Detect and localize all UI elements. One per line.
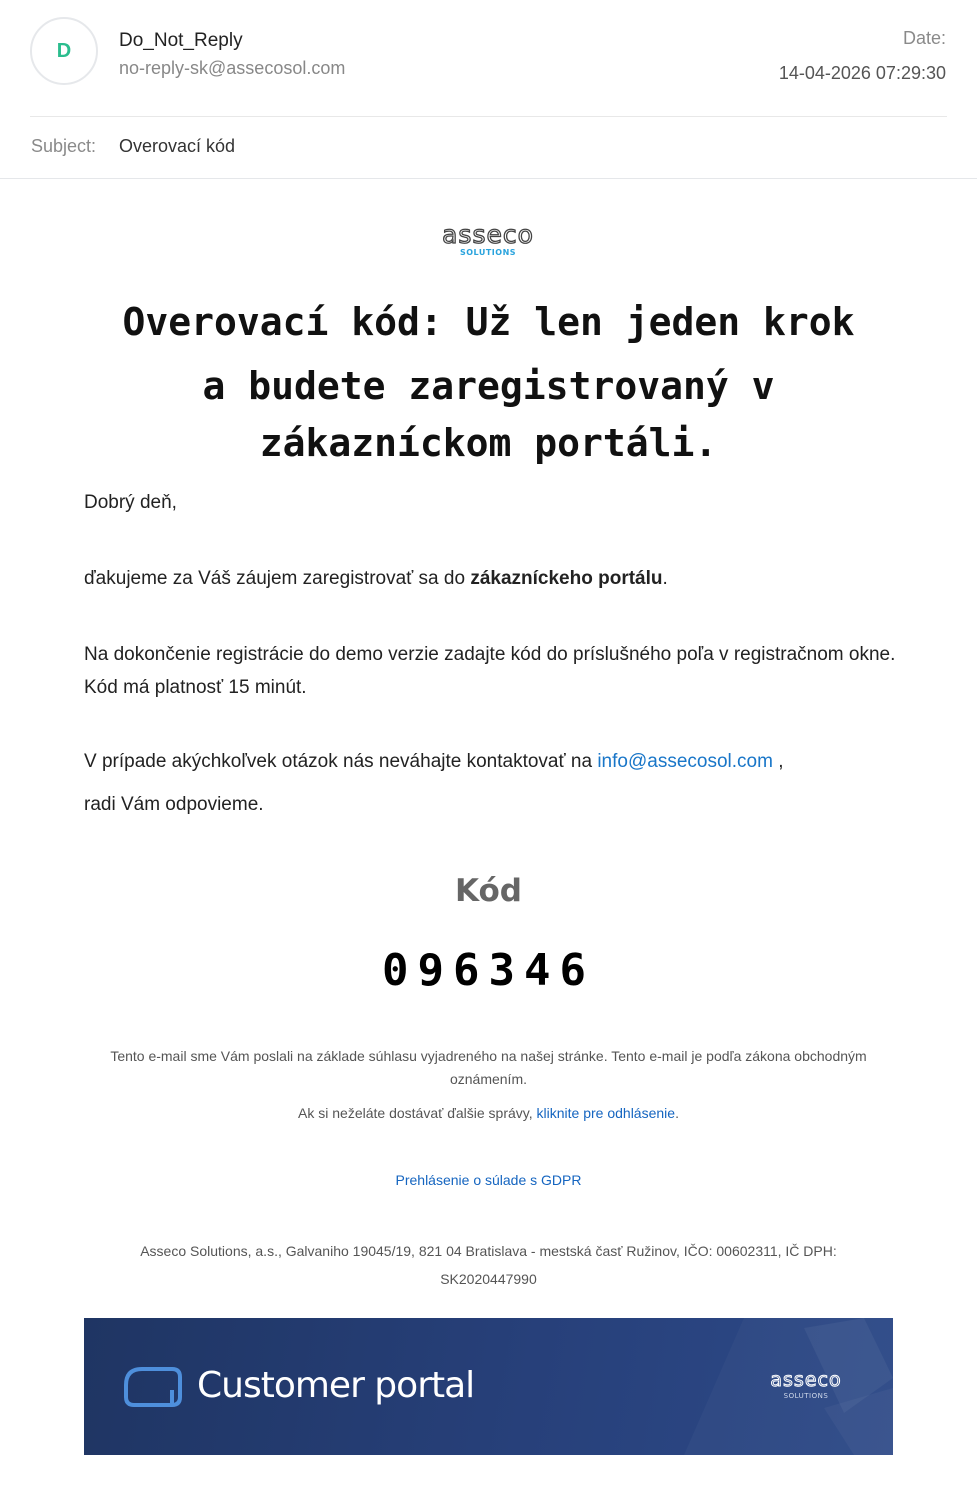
portal-icon xyxy=(122,1366,184,1408)
greeting: Dobrý deň, xyxy=(84,492,177,513)
closing-line: radi Vám odpovieme. xyxy=(84,794,264,815)
banner-logo-wordmark: asseco xyxy=(770,1370,842,1391)
banner-title: Customer portal xyxy=(197,1365,475,1406)
sender-name: Do_Not_Reply xyxy=(119,30,243,51)
code-label: Kód xyxy=(455,873,522,909)
header-divider xyxy=(30,116,947,117)
logo-tagline: SOLUTIONS xyxy=(459,248,517,257)
subject-label: Subject: xyxy=(31,136,97,156)
headline-line-3: zákazníckom portáli. xyxy=(259,421,718,465)
instructions-paragraph: Na dokončenie registrácie do demo verzie zadajte kód do príslušného poľa v registračnom okne. Kód má platnosť 15 minút. xyxy=(84,644,896,698)
date-label: Date: xyxy=(902,28,946,48)
contact-suffix: , xyxy=(772,751,784,772)
gdpr-link[interactable]: Prehlásenie o súlade s GDPR xyxy=(395,1172,582,1188)
headline-line-2: a budete zaregistrovaný v xyxy=(202,364,775,408)
logo-wordmark: asseco xyxy=(442,220,534,249)
unsubscribe-link[interactable]: kliknite pre odhlásenie xyxy=(536,1105,676,1121)
unsubscribe-text: Ak si neželáte dostávať ďalšie správy, xyxy=(298,1105,537,1121)
avatar-letter: D xyxy=(56,39,72,62)
verification-code: 096346 xyxy=(382,945,595,996)
headline-line-1: Overovací kód: Už len jeden krok xyxy=(122,300,855,344)
email-header xyxy=(0,0,977,179)
gdpr-line xyxy=(0,1172,977,1188)
customer-portal-banner[interactable] xyxy=(84,1318,893,1455)
thanks-suffix: . xyxy=(662,568,668,589)
banner-logo-tagline: SOLUTIONS xyxy=(783,1392,829,1400)
contact-paragraph xyxy=(84,745,904,778)
address-line-1: Asseco Solutions, a.s., Galvaniho 19045/19, 821 04 Bratislava - mestská časť Ružinov, IČO: 00602311, IČ DPH: xyxy=(140,1243,837,1259)
company-address xyxy=(100,1237,877,1293)
banner-asseco-logo xyxy=(754,1370,858,1402)
subject-value: Overovací kód xyxy=(119,136,236,156)
contact-email-link[interactable]: info@assecosol.com xyxy=(597,751,773,772)
unsubscribe-line xyxy=(0,1105,977,1121)
contact-text: V prípade akýchkoľvek otázok nás neváhajte kontaktovať na xyxy=(84,751,598,772)
sender-avatar xyxy=(30,17,98,85)
address-line-2: SK2020447990 xyxy=(440,1271,537,1287)
thanks-bold: zákazníckeho portálu xyxy=(470,568,663,589)
unsubscribe-suffix: . xyxy=(675,1105,679,1121)
thanks-text: ďakujeme za Váš záujem zaregistrovať sa do xyxy=(84,568,471,589)
sender-email[interactable]: no-reply-sk@assecosol.com xyxy=(119,58,346,78)
date-value: 14-04-2026 07:29:30 xyxy=(778,63,946,83)
email-headline xyxy=(60,296,917,472)
consent-note: Tento e-mail sme Vám poslali na základe súhlasu vyjadreného na našej stránke. Tento e-mail je podľa zákona obchodným oznámením. xyxy=(110,1048,867,1087)
thanks-paragraph xyxy=(84,562,904,595)
asseco-logo xyxy=(420,220,557,260)
